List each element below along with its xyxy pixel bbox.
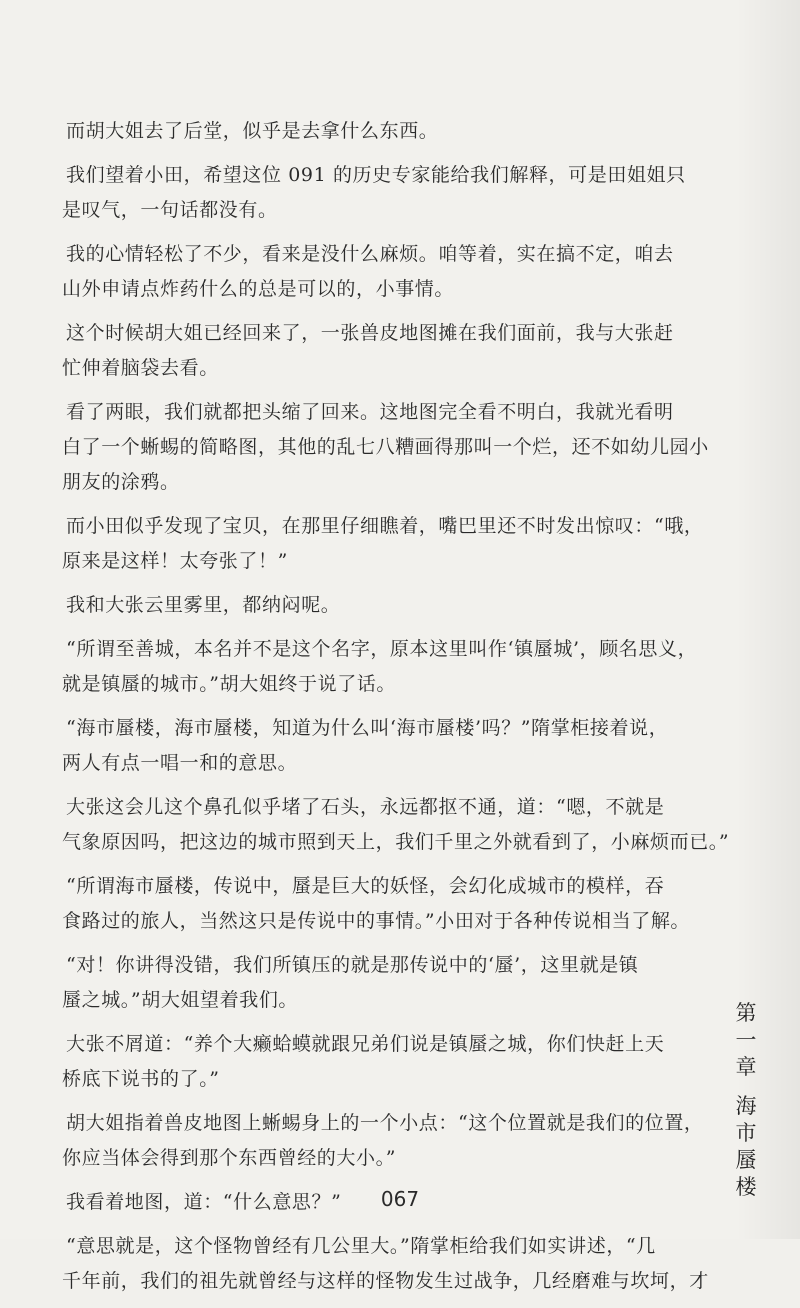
paragraph bbox=[0, 711, 686, 781]
text-line: 我们望着小田，希望这位 091 的历史专家能给我们解释，可是田姐姐只 bbox=[66, 164, 686, 186]
chapter-label-char: 第 bbox=[735, 1001, 757, 1025]
body-text bbox=[0, 114, 730, 1308]
text-line: 原来是这样！太夸张了！” bbox=[62, 550, 288, 572]
text-line: “意思就是，这个怪物曾经有几公里大。”隋掌柜给我们如实讲述，“几 bbox=[66, 1235, 656, 1257]
text-line: 两人有点一唱一和的意思。 bbox=[62, 752, 298, 774]
chapter-title-char: 蜃 bbox=[735, 1148, 757, 1172]
text-line: 而小田似乎发现了宝贝，在那里仔细瞧着，嘴巴里还不时发出惊叹：“哦， bbox=[66, 515, 704, 537]
text-line: 桥底下说书的了。” bbox=[62, 1068, 220, 1090]
text-line: 你应当体会得到那个东西曾经的大小。” bbox=[62, 1147, 397, 1169]
text-line: 千年前，我们的祖先就曾经与这样的怪物发生过战争，几经磨难与坎坷，才 bbox=[62, 1270, 709, 1292]
text-line: 我看着地图，道：“什么意思？” bbox=[66, 1191, 342, 1213]
page-number: 067 bbox=[380, 1187, 420, 1211]
text-line: 我的心情轻松了不少，看来是没什么麻烦。咱等着，实在搞不定，咱去 bbox=[66, 243, 674, 265]
text-line: “所谓海市蜃楼，传说中，蜃是巨大的妖怪，会幻化成城市的模样，吞 bbox=[66, 875, 665, 897]
text-line: 大张这会儿这个鼻孔似乎堵了石头，永远都抠不通，道：“嗯，不就是 bbox=[66, 796, 665, 818]
paragraph bbox=[0, 158, 686, 228]
text-line: 气象原因吗，把这边的城市照到天上，我们千里之外就看到了，小麻烦而已。” bbox=[62, 831, 730, 853]
chapter-label-char: 章 bbox=[735, 1055, 757, 1079]
text-line: 朋友的涂鸦。 bbox=[62, 471, 180, 493]
paragraph bbox=[0, 632, 698, 702]
paragraph bbox=[0, 509, 704, 579]
text-line: 这个时候胡大姐已经回来了，一张兽皮地图摊在我们面前，我与大张赶 bbox=[66, 322, 674, 344]
paragraph bbox=[0, 237, 686, 307]
paragraph bbox=[0, 395, 709, 500]
paragraph bbox=[0, 316, 686, 386]
chapter-title-char: 市 bbox=[735, 1121, 757, 1145]
text-line: 忙伸着脑袋去看。 bbox=[62, 357, 219, 379]
chapter-label-char: 一 bbox=[735, 1028, 757, 1052]
text-line: 食路过的旅人，当然这只是传说中的事情。”小田对于各种传说相当了解。 bbox=[62, 910, 691, 932]
paragraph bbox=[0, 1027, 686, 1097]
chapter-sidebar bbox=[731, 1000, 761, 1201]
text-line: 而胡大姐去了后堂，似乎是去拿什么东西。 bbox=[66, 120, 439, 142]
chapter-title-char: 楼 bbox=[735, 1175, 757, 1199]
paragraph bbox=[0, 114, 686, 149]
text-line: 山外申请点炸药什么的总是可以的，小事情。 bbox=[62, 278, 455, 300]
text-line: “对！你讲得没错，我们所镇压的就是那传说中的‘蜃’，这里就是镇 bbox=[66, 954, 639, 976]
paragraph bbox=[0, 1229, 709, 1299]
text-line: 我和大张云里雾里，都纳闷呢。 bbox=[66, 594, 341, 616]
text-line: 看了两眼，我们就都把头缩了回来。这地图完全看不明白，我就光看明 bbox=[66, 401, 674, 423]
chapter-title-char: 海 bbox=[735, 1094, 757, 1118]
paragraph bbox=[0, 869, 691, 939]
paragraph bbox=[0, 790, 730, 860]
text-line: 白了一个蜥蜴的简略图，其他的乱七八糟画得那叫一个烂，还不如幼儿园小 bbox=[62, 436, 709, 458]
bleed-through-shadow bbox=[706, 60, 786, 220]
paragraph bbox=[0, 1106, 704, 1176]
paragraph bbox=[0, 948, 686, 1018]
text-line: “海市蜃楼，海市蜃楼，知道为什么叫‘海市蜃楼’吗？”隋掌柜接着说， bbox=[66, 717, 669, 739]
text-line: 是叹气，一句话都没有。 bbox=[62, 199, 278, 221]
paragraph bbox=[0, 588, 686, 623]
text-line: “所谓至善城，本名并不是这个名字，原本这里叫作‘镇蜃城’，顾名思义， bbox=[66, 638, 698, 660]
text-line: 蜃之城。”胡大姐望着我们。 bbox=[62, 989, 299, 1011]
text-line: 就是镇蜃的城市。”胡大姐终于说了话。 bbox=[62, 673, 397, 695]
text-line: 胡大姐指着兽皮地图上蜥蜴身上的一个小点：“这个位置就是我们的位置， bbox=[66, 1112, 704, 1134]
text-line: 大张不屑道：“养个大癞蛤蟆就跟兄弟们说是镇蜃之城，你们快赶上天 bbox=[66, 1033, 665, 1055]
